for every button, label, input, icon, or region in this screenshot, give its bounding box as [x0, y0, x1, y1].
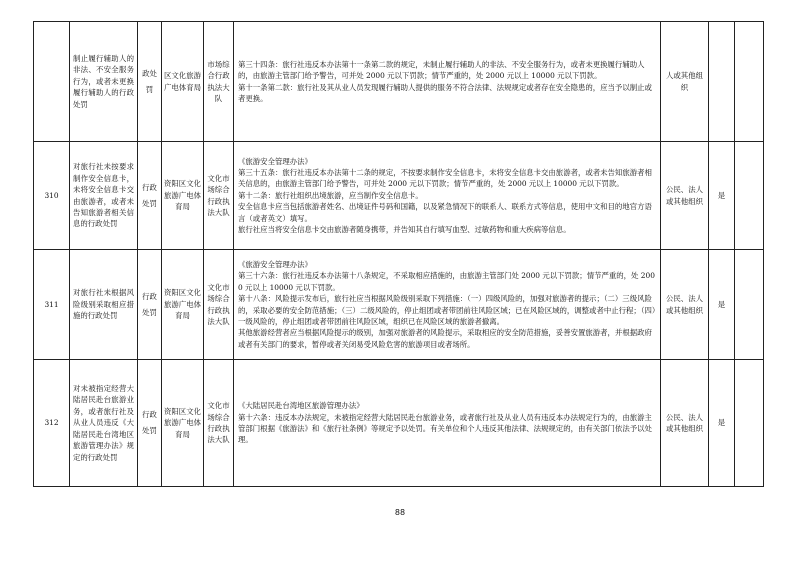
table-row	[34, 142, 764, 250]
blank-cell	[735, 250, 764, 360]
item-name: 对未被指定经营大陆居民赴台旅游业务，或者旅行社及从业人员违反《大陆居民赴台湾地区旅游管理办法》规定的行政处罚	[70, 360, 138, 487]
mark: 是	[709, 360, 735, 487]
executor: 文化市场综合行政执法大队	[204, 250, 234, 360]
enforcement-table	[33, 21, 764, 487]
legal-basis	[234, 360, 661, 487]
mark	[709, 22, 735, 142]
item-category: 行政处罚	[138, 250, 162, 360]
item-category: 行政处罚	[138, 142, 162, 250]
executor: 市场综合行政执法大队	[204, 22, 234, 142]
item-name: 制止履行辅助人的非法、不安全服务行为，或者未更换履行辅助人的行政处罚	[70, 22, 138, 142]
row-number	[34, 22, 70, 142]
blank-cell	[735, 360, 764, 487]
basis-paragraph: 《旅游安全管理办法》	[238, 156, 312, 166]
basis-paragraph: 《大陆居民赴台湾地区旅游管理办法》	[238, 401, 364, 411]
basis-paragraph: 安全信息卡应当包括旅游者姓名、出境证件号码和国籍，以及紧急情况下的联系人、联系方式等信息，使用中文和目的地官方语言（或者英文）填写。	[238, 202, 652, 223]
table-row	[34, 360, 764, 487]
legal-basis	[234, 22, 661, 142]
subject: 公民、法人或其他组织	[661, 250, 709, 360]
row-number: 312	[34, 360, 70, 487]
legal-basis	[234, 142, 661, 250]
department: 资阳区文化旅游广电体育局	[162, 250, 204, 360]
basis-paragraph: 第十二条：旅行社组织出境旅游，应当制作安全信息卡。	[238, 190, 423, 200]
basis-paragraph: 第十六条：违反本办法规定，未被指定经营大陆居民赴台旅游业务，或者旅行社及从业人员有违反本办法规定行为的，由旅游主管部门根据《旅游法》和《旅行社条例》等规定予以处罚。有关单位和个人违反其他法律、法规规定的，由有关部门依法予以处理。	[238, 412, 652, 445]
department: 资阳区文化旅游广电体育局	[162, 142, 204, 250]
item-category: 行政处罚	[138, 360, 162, 487]
department: 区文化旅游广电体育局	[162, 22, 204, 142]
subject: 公民、法人或其他组织	[661, 142, 709, 250]
basis-paragraph: 第三十六条：旅行社违反本办法第十八条规定，不采取相应措施的，由旅游主管部门处 2000 元以下罚款；情节严重的，处 2000 元以上 10000 元以下罚款。	[238, 271, 655, 292]
executor: 文化市场综合行政执法大队	[204, 360, 234, 487]
table-row	[34, 22, 764, 142]
basis-paragraph: 旅行社应当将安全信息卡交由旅游者随身携带，并告知其自行填写血型、过敏药物和重大疾病等信息。	[238, 225, 571, 235]
row-number: 310	[34, 142, 70, 250]
basis-paragraph: 第十一条第二款：旅行社及其从业人员发现履行辅助人提供的服务不符合法律、法规规定或者存在安全隐患的，应当予以制止或者更换。	[238, 82, 652, 103]
blank-cell	[735, 22, 764, 142]
mark: 是	[709, 142, 735, 250]
basis-paragraph: 其他旅游经营者应当根据风险提示的级别，加强对旅游者的风险提示，采取相应的安全防范措施，妥善安置旅游者，并根据政府或者有关部门的要求，暂停或者关闭易受风险危害的旅游项目或者场所。	[238, 328, 652, 349]
subject: 公民、法人或其他组织	[661, 360, 709, 487]
item-category: 政处罚	[138, 22, 162, 142]
table-row	[34, 250, 764, 360]
page-number: 88	[394, 508, 406, 517]
mark: 是	[709, 250, 735, 360]
basis-paragraph: 第三十四条：旅行社违反本办法第十一条第二款的规定，未制止履行辅助人的非法、不安全服务行为，或者未更换履行辅助人的，由旅游主管部门给予警告，可并处 2000 元以下罚款；情节严重的，处 2000 元以上 10000 元以下罚款。	[238, 59, 645, 81]
subject: 人或其他组织	[661, 22, 709, 142]
item-name: 对旅行社未根据风险级别采取相应措施的行政处罚	[70, 250, 138, 360]
executor: 文化市场综合行政执法大队	[204, 142, 234, 250]
row-number: 311	[34, 250, 70, 360]
blank-cell	[735, 142, 764, 250]
department: 资阳区文化旅游广电体育局	[162, 360, 204, 487]
basis-paragraph: 第十八条：风险提示发布后，旅行社应当根据风险级别采取下列措施：（一）四级风险的，加强对旅游者的提示；（二）三级风险的，采取必要的安全防范措施；（三）二级风险的，停止组团或者带团前往风险区域；已在风险区域的，调整或者中止行程；（四）一级风险的，停止组团或者带团前往风险区域，组织已在风险区域的旅游者撤离。	[238, 294, 656, 326]
legal-basis	[234, 250, 661, 360]
basis-paragraph: 《旅游安全管理办法》	[238, 259, 312, 269]
basis-paragraph: 第三十五条：旅行社违反本办法第十二条的规定，不按要求制作安全信息卡，未将安全信息卡交由旅游者，或者未告知旅游者相关信息的，由旅游主管部门给予警告，可并处 2000 元以下罚款；情节严重的，处 2000 元以上 10000 元以下罚款。	[238, 167, 652, 189]
item-name: 对旅行社未按要求制作安全信息卡，未将安全信息卡交由旅游者，或者未告知旅游者相关信息的行政处罚	[70, 142, 138, 250]
